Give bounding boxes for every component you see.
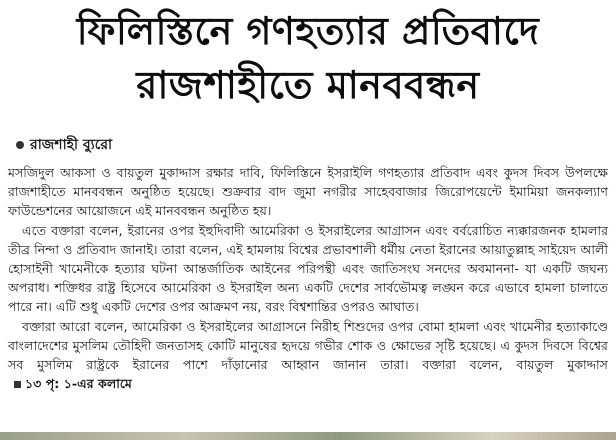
paragraph-3 (8, 317, 608, 394)
headline-line-2: রাজশাহীতে মানববন্ধন (136, 63, 480, 107)
square-bullet-icon (14, 381, 21, 388)
continuation-note (8, 376, 132, 391)
continuation-text: ১৩ পৃ: ১-এর কলামে (25, 376, 132, 392)
byline-text: রাজশাহী ব্যুরো (30, 137, 113, 153)
byline (16, 136, 112, 154)
photo-edge (0, 432, 616, 440)
article-body (8, 163, 608, 393)
paragraph-1: মসজিদুল আকসা ও বায়তুল মুকাদ্দাস রক্ষার দাবি, ফিলিস্তিনে ইসরাইলি গণহত্যার প্রতিবাদ এবং কুদস দিবস উপলক্ষে রাজশাহীতে মানববন্ধন অনুষ্ঠিত হয়েছে। শুক্রবার বাদ জুমা নগরীর সাহেববাজার জিরোপয়েন্টে ইমামিয়া জনকল্যাণ ফাউন্ডেশনের আয়োজনে এই মানববন্ধন অনুষ্ঠিত হয়। (8, 165, 608, 219)
paragraph-3-text: বক্তারা আরো বলেন, আমেরিকা ও ইসরাইলের আগ্রাসনে নিরীহ শিশুদের ওপর বোমা হামলা এবং খামেনীর হত্যাকাণ্ডে বাংলাদেশের মুসলিম তৌহিদী জনতাসহ কোটি মানুষের হৃদয়ে গভীর শোক ও ক্ষোভের সৃষ্টি হয়েছে। এ কুদস দিবসে বিশ্বের সব মুসলিম রাষ্ট্রকে ইরানের পাশে দাঁড়ানোর আহ্বান জানান তারা। বক্তারা বলেন, বায়তুল মুকাদ্দাস (8, 318, 608, 373)
bullet-icon (16, 141, 24, 149)
headline-line-1: ফিলিস্তিনে গণহত্যার প্রতিবাদে (76, 9, 540, 53)
paragraph-2: এতে বক্তারা বলেন, ইরানের ওপর ইহুদিবাদী আমেরিকা ও ইসরাইলের আগ্রাসন এবং বর্বরোচিত ন্যক্কারজনক হামলার তীব্র নিন্দা ও প্রতিবাদ জানাই। তারা বলেন, এই হামলায় বিশ্বের প্রভাবশালী ধর্মীয় নেতা ইরানের আয়াতুল্লাহ সাইয়েদ আলী হোসাইনী খামেনীকে হত্যার ঘটনা আন্তর্জাতিক আইনের পরিপন্থী এবং জাতিসংঘ সনদের অবমাননা- যা একটি জঘন্য অপরাধ। শক্তিধর রাষ্ট্র হিসেবে আমেরিকা ও ইসরাইল অন্য একটি দেশের সার্বভৌমত্ব লঙ্ঘন করে এভাবে হামলা চালাতে পারে না। এটি শুধু একটি দেশের ওপর আক্রমণ নয়, বরং বিশ্বশান্তির ওপরও আঘাত। (8, 222, 608, 315)
